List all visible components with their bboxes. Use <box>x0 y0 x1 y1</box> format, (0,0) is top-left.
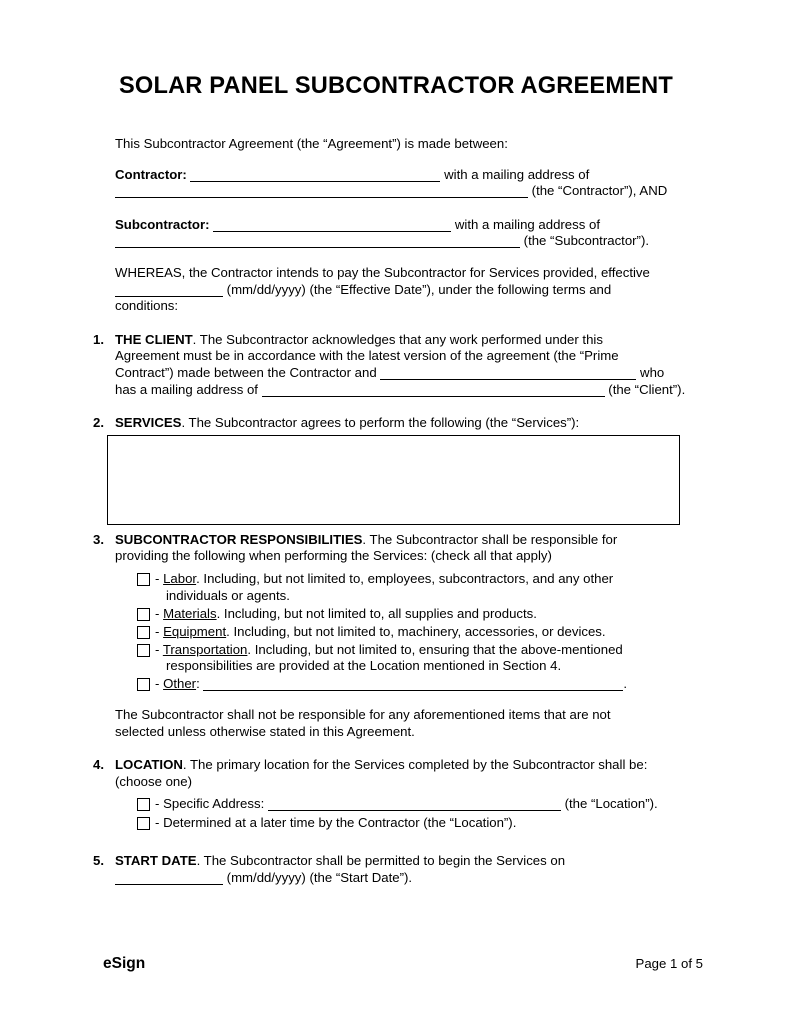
transportation-item-text <box>155 642 699 675</box>
section-4-body <box>115 757 699 831</box>
contractor-address-blank[interactable] <box>115 196 528 198</box>
section-4-line-1 <box>115 757 699 774</box>
client-name-before-text: Contract”) made between the Contractor and <box>115 364 377 380</box>
section-responsibilities <box>93 532 699 693</box>
section-4-line-1-text: . The primary location for the Services completed by the Subcontractor shall be: <box>182 757 648 773</box>
contractor-after-name-text: with a mailing address of <box>444 166 590 182</box>
start-date-after-blank: (mm/dd/yyyy) (the “Start Date”). <box>226 869 413 885</box>
checklist-item-transportation <box>137 642 699 675</box>
other-dash: - <box>155 676 160 692</box>
whereas-after-date-text: (mm/dd/yyyy) (the “Effective Date”), under the following terms and <box>226 281 612 297</box>
contractor-name-blank[interactable] <box>190 180 440 182</box>
section-3-line-1-text: . The Subcontractor shall be responsible for <box>362 531 618 547</box>
labor-line-1 <box>155 571 699 588</box>
section-3-body <box>115 532 699 693</box>
subcontractor-name-blank[interactable] <box>213 230 451 232</box>
section-5-line-1 <box>115 853 699 870</box>
checkbox-labor[interactable] <box>137 573 150 586</box>
subcontractor-line-2 <box>115 233 699 250</box>
section-1-line-3 <box>115 365 699 382</box>
labor-dash: - <box>155 570 160 586</box>
checkbox-transportation[interactable] <box>137 644 150 657</box>
labor-item-text <box>155 571 699 604</box>
checkbox-specific-address[interactable] <box>137 798 150 811</box>
labor-term: Labor <box>163 570 197 586</box>
effective-date-blank[interactable] <box>115 295 223 297</box>
section-location <box>93 757 699 831</box>
section-2-body <box>115 415 699 525</box>
page-footer <box>103 956 703 973</box>
client-address-before-text: has a mailing address of <box>115 381 258 397</box>
whereas-line-3: conditions: <box>115 298 179 314</box>
contractor-line-2 <box>115 183 699 200</box>
equipment-line-1 <box>155 624 699 641</box>
section-2-line-1 <box>115 415 699 432</box>
subcontractor-after-address-text: (the “Subcontractor”). <box>523 233 649 249</box>
section-1-line-1 <box>115 332 699 349</box>
checklist-item-other <box>137 676 699 693</box>
section-2-line-1-text: . The Subcontractor agrees to perform the following (the “Services”): <box>181 415 580 431</box>
specific-address-after-blank: (the “Location”). <box>564 796 658 812</box>
section-services <box>93 415 699 525</box>
section-3-line-1 <box>115 532 699 549</box>
contractor-after-address-text: (the “Contractor”), AND <box>531 183 668 199</box>
section-3-heading: SUBCONTRACTOR RESPONSIBILITIES <box>115 531 363 547</box>
transportation-rest: . Including, but not limited to, ensuring that the above-mentioned <box>247 641 623 657</box>
section-the-client <box>93 332 699 398</box>
other-after-blank: . <box>623 676 628 692</box>
services-input-box[interactable] <box>107 435 680 525</box>
page-number: Page 1 of 5 <box>635 956 703 971</box>
specific-address-line <box>155 796 699 813</box>
note-line-2: selected unless otherwise stated in this Agreement. <box>115 723 415 739</box>
whereas-paragraph <box>93 265 699 315</box>
esign-logo: eSign <box>103 955 146 972</box>
section-1-line-1-text: . The Subcontractor acknowledges that any work performed under this <box>192 331 603 347</box>
labor-line-2: individuals or agents. <box>166 587 290 603</box>
section-4-line-2: (choose one) <box>115 773 192 789</box>
start-date-blank[interactable] <box>115 883 223 885</box>
section-5-body <box>115 853 699 886</box>
location-checklist <box>115 796 699 831</box>
checklist-item-equipment <box>137 624 699 641</box>
client-address-after-text: (the “Client”). <box>608 381 686 397</box>
equipment-rest: . Including, but not limited to, machinery, accessories, or devices. <box>226 623 606 639</box>
contractor-paragraph <box>93 167 699 200</box>
section-start-date <box>93 853 699 886</box>
transportation-term: Transportation <box>162 641 248 657</box>
subcontractor-address-blank[interactable] <box>115 246 520 248</box>
whereas-line-1: WHEREAS, the Contractor intends to pay the Subcontractor for Services provided, effective <box>115 264 650 280</box>
other-rest: : <box>196 676 200 692</box>
checkbox-determined-later[interactable] <box>137 817 150 830</box>
section-5-line-2 <box>115 870 699 887</box>
section-2-number: 2. <box>93 415 104 431</box>
subcontractor-line-1 <box>115 217 699 234</box>
checklist-item-materials <box>137 606 699 623</box>
section-5-number: 5. <box>93 853 104 869</box>
section-1-line-2: Agreement must be in accordance with the latest version of the agreement (the “Prime <box>115 348 619 364</box>
equipment-dash: - <box>155 623 160 639</box>
other-line-1 <box>155 676 699 693</box>
equipment-term: Equipment <box>163 623 227 639</box>
note-line-1: The Subcontractor shall not be responsible for any aforementioned items that are not <box>115 707 611 723</box>
section-1-number: 1. <box>93 331 104 347</box>
other-item-text <box>155 676 699 693</box>
subcontractor-paragraph <box>93 217 699 250</box>
document-title: SOLAR PANEL SUBCONTRACTOR AGREEMENT <box>118 73 674 99</box>
materials-term: Materials <box>163 605 217 621</box>
client-name-after-text: who <box>640 364 665 380</box>
contractor-label: Contractor: <box>115 166 187 182</box>
specific-address-label: Specific Address: <box>163 796 265 812</box>
checklist-item-determined-later <box>137 815 699 832</box>
determined-later-item-text <box>155 815 699 832</box>
checklist-item-labor <box>137 571 699 604</box>
section-4-heading: LOCATION <box>115 757 183 773</box>
specific-address-item-text <box>155 796 699 813</box>
equipment-item-text <box>155 624 699 641</box>
checkbox-materials[interactable] <box>137 608 150 621</box>
other-blank[interactable] <box>203 689 623 691</box>
checkbox-other[interactable] <box>137 678 150 691</box>
determined-later-dash: - <box>155 814 160 830</box>
other-term: Other <box>163 676 197 692</box>
checkbox-equipment[interactable] <box>137 626 150 639</box>
section-5-line-1-text: . The Subcontractor shall be permitted to begin the Services on <box>196 853 566 869</box>
intro-paragraph <box>93 136 699 153</box>
transportation-dash: - <box>155 641 160 657</box>
subcontractor-label: Subcontractor: <box>115 216 210 232</box>
responsibilities-checklist <box>115 571 699 693</box>
materials-dash: - <box>155 605 160 621</box>
section-1-line-4 <box>115 382 699 399</box>
determined-later-line <box>155 815 699 832</box>
client-address-blank[interactable] <box>262 395 605 397</box>
section-5-heading: START DATE <box>115 853 197 869</box>
whereas-line-2 <box>115 282 699 299</box>
materials-rest: . Including, but not limited to, all supplies and products. <box>216 605 537 621</box>
section-3-line-2: providing the following when performing the Services: (check all that apply) <box>115 548 552 564</box>
intro-text: This Subcontractor Agreement (the “Agreement”) is made between: <box>115 136 508 151</box>
materials-line-1 <box>155 606 699 623</box>
section-4-number: 4. <box>93 757 104 773</box>
materials-item-text <box>155 606 699 623</box>
client-name-blank[interactable] <box>380 378 636 380</box>
specific-address-dash: - <box>155 796 160 812</box>
section-1-heading: THE CLIENT <box>115 331 193 347</box>
section-2-heading: SERVICES <box>115 415 182 431</box>
section-1-body <box>115 332 699 398</box>
transportation-line-2: responsibilities are provided at the Location mentioned in Section 4. <box>166 658 562 674</box>
labor-rest: . Including, but not limited to, employees, subcontractors, and any other <box>196 570 614 586</box>
section-3-number: 3. <box>93 531 104 547</box>
transportation-line-1 <box>155 642 699 659</box>
checklist-item-specific-address <box>137 796 699 813</box>
specific-address-blank[interactable] <box>268 809 561 811</box>
determined-later-text: Determined at a later time by the Contractor (the “Location”). <box>163 814 517 830</box>
responsibilities-note <box>93 707 699 740</box>
subcontractor-after-name-text: with a mailing address of <box>454 216 600 232</box>
contractor-line-1 <box>115 167 699 184</box>
